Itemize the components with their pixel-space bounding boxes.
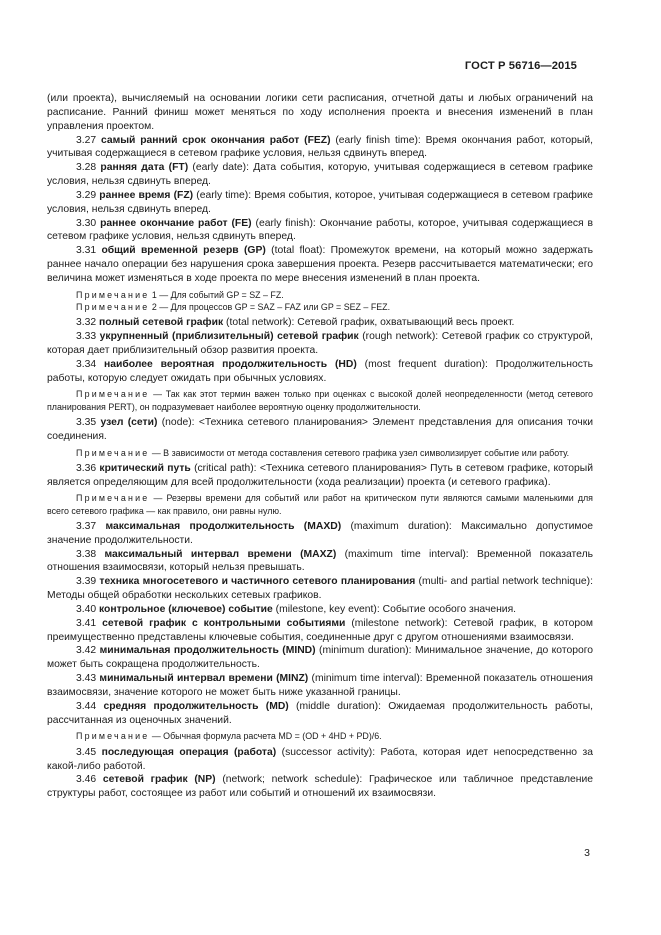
term-number: 3.41	[76, 617, 97, 629]
term-definition	[47, 603, 593, 617]
term-name: последующая операция (работа)	[101, 746, 277, 758]
term-name: критический путь	[99, 462, 191, 474]
term-name: сетевой график (NP)	[102, 774, 216, 786]
term-name: самый ранний срок окончания работ (FEZ)	[100, 134, 331, 146]
term-definition	[47, 358, 593, 386]
term-definition	[47, 700, 593, 728]
term-definition	[47, 644, 593, 672]
term-name: техника многосетевого и частичного сетевого планирования	[99, 576, 416, 588]
term-text: (milestone network): Сетевой график, в котором преимущественно представлены ключевые события, соединенные друг с другом отношениями взаимосвязи.	[47, 617, 594, 643]
term-number: 3.36	[76, 462, 97, 474]
note	[47, 289, 593, 301]
term-definition	[47, 416, 593, 444]
note-label: Примечание	[76, 731, 150, 742]
term-definition	[47, 672, 593, 700]
note-text: 1 — Для событий GP = SZ – FZ.	[149, 289, 284, 300]
term-definition	[47, 134, 593, 162]
term-name: раннее время (FZ)	[99, 189, 194, 201]
term-definition	[47, 244, 593, 286]
term-number: 3.38	[76, 548, 97, 560]
standard-number: ГОСТ Р 56716—2015	[464, 60, 577, 72]
term-text: (minimum duration): Минимальное значение, до которого может быть сокращена продолжительность.	[47, 645, 593, 671]
term-text: (early date): Дата события, которую, учитывая содержащиеся в сетевом графике условия, нельзя сдвинуть вперед.	[47, 162, 593, 188]
term-text: (maximum time interval): Временной показатель отношения взаимосвязи, который нельзя превышать.	[47, 548, 594, 574]
term-name: раннее окончание работ (FE)	[100, 217, 252, 229]
term-text: (total float): Промежуток времени, на который можно задержать раннее начало операции без нарушения срока завершения проекта. Резерв рассчитывается математически; его величина может изменяться в ходе проекта по мере внесения изменений в план проекта.	[47, 245, 593, 284]
term-name: максимальный интервал времени (MAXZ)	[104, 548, 337, 560]
term-number: 3.39	[76, 576, 97, 588]
term-text: (total network): Сетевой график, охватывающий весь проект.	[223, 317, 515, 329]
term-number: 3.44	[76, 700, 97, 712]
term-number: 3.37	[76, 520, 97, 532]
note	[47, 730, 593, 742]
note-text: — Обычная формула расчета MD = (OD + 4HD + PD)/6.	[149, 731, 382, 742]
note	[47, 492, 593, 516]
term-name: общий временной резерв (GP)	[101, 245, 266, 257]
term-text: (early time): Время события, которое, учитывая содержащиеся в сетевом графике условия, нельзя сдвинуть вперед.	[47, 189, 594, 215]
term-definition	[47, 462, 593, 490]
note-label: Примечание	[76, 493, 150, 504]
term-text: (early finish time): Время окончания работ, который, учитывая содержащиеся в сетевом графике условия, нельзя сдвинуть вперед.	[47, 134, 593, 160]
term-text: (successor activity): Работа, которая идет непосредственно за какой-либо работой.	[47, 746, 594, 772]
term-text: (multi- and partial network technique): Методы общей обработки нескольких сетевых графиков.	[47, 576, 593, 602]
term-text: (early finish): Окончание работы, которое, учитывая содержащиеся в сетевом графике условия, нельзя сдвинуть вперед.	[47, 217, 594, 243]
term-name: укрупненный (приблизительный) сетевой график	[99, 331, 359, 343]
term-definition	[47, 217, 593, 245]
term-definition	[47, 189, 593, 217]
term-definition	[47, 316, 593, 330]
term-name: средняя продолжительность (MD)	[103, 700, 289, 712]
note-label: Примечание	[76, 289, 150, 300]
note-label: Примечание	[76, 447, 150, 458]
term-text: (critical path): <Техника сетевого планирования> Путь в сетевом графике, который является определяющим для всей продолжительности (хода реализации) проекта (и сетевого графика).	[47, 462, 593, 488]
term-text: (network; network schedule): Графическое или табличное представление структуры работ, состоящее из работ или событий и отношений их взаимосвязи.	[47, 774, 594, 800]
term-number: 3.32	[76, 317, 97, 329]
term-name: узел (сети)	[100, 416, 158, 428]
term-text: (most frequent duration): Продолжительность работы, которую следует ожидать при обычных условиях.	[47, 358, 593, 384]
note-text: 2 — Для процессов GP = SAZ – FAZ или GP = SEZ – FEZ.	[149, 302, 391, 313]
term-name: полный сетевой график	[99, 317, 224, 329]
term-text: (milestone, key event): Событие особого значения.	[272, 603, 517, 615]
note-label: Примечание	[76, 302, 150, 313]
note	[47, 388, 593, 412]
term-text: (maximum duration): Максимально допустимое значение продолжительности.	[47, 520, 594, 546]
note-text: — Так как этот термин важен только при оценках с высокой долей неопределенности (метод сетевого планирования PERT), он подразумевает наиболее вероятную оценку продолжительности.	[47, 389, 593, 412]
note-text: — Резервы времени для событий или работ на критическом пути являются самыми маленькими для всего сетевого графика — как правило, они равны нулю.	[47, 493, 593, 516]
term-number: 3.30	[76, 217, 97, 229]
term-name: наиболее вероятная продолжительность (HD)	[104, 358, 357, 370]
term-number: 3.29	[76, 189, 97, 201]
term-text: (minimum time interval): Временной показатель отношения взаимосвязи, значение которого не может быть ниже указанной границы.	[47, 673, 594, 698]
term-text: (middle duration): Ожидаемая продолжительность работы, рассчитанная из оценочных значений.	[47, 700, 593, 726]
term-name: минимальная продолжительность (MIND)	[99, 645, 316, 657]
term-definition	[47, 773, 593, 801]
term-name: максимальная продолжительность (MAXD)	[105, 520, 342, 532]
term-number: 3.35	[76, 416, 97, 428]
page-number: 3	[584, 847, 590, 859]
term-number: 3.42	[76, 645, 97, 657]
term-name: сетевой график с контрольными событиями	[102, 617, 346, 629]
term-definition	[47, 575, 593, 603]
term-name: минимальный интервал времени (MINZ)	[99, 673, 309, 685]
note-label: Примечание	[76, 389, 150, 400]
term-number: 3.46	[76, 774, 97, 786]
term-text: (node): <Техника сетевого планирования> Элемент представления для описания точки соединения.	[47, 416, 594, 442]
note-text: — В зависимости от метода составления сетевого графика узел символизирует событие или работу.	[149, 447, 570, 458]
term-definition	[47, 548, 593, 576]
term-number: 3.43	[76, 673, 97, 685]
note	[47, 447, 593, 459]
term-number: 3.45	[76, 746, 97, 758]
term-definition	[47, 617, 593, 645]
term-number: 3.31	[76, 245, 97, 257]
document-body	[47, 92, 593, 801]
term-name: контрольное (ключевое) событие	[99, 603, 273, 615]
term-name: ранняя дата (FT)	[100, 162, 189, 174]
term-number: 3.27	[76, 134, 97, 146]
term-number: 3.34	[76, 358, 97, 370]
term-number: 3.33	[76, 331, 97, 343]
term-definition	[47, 746, 593, 774]
term-definition	[47, 520, 593, 548]
term-definition	[47, 161, 593, 189]
term-number: 3.40	[76, 603, 97, 615]
note	[47, 301, 593, 313]
paragraph: (или проекта), вычисляемый на основании логики сети расписания, отчетной даты и любых ограничений на расписание. Ранний финиш может меняться по ходу исполнения проекта и внесения изменений в план управления проектом.	[47, 93, 593, 132]
term-number: 3.28	[76, 162, 97, 174]
term-text: (rough network): Сетевой график со структурой, которая дает приблизительный обзор развития проекта.	[47, 331, 593, 356]
term-definition	[47, 330, 593, 358]
